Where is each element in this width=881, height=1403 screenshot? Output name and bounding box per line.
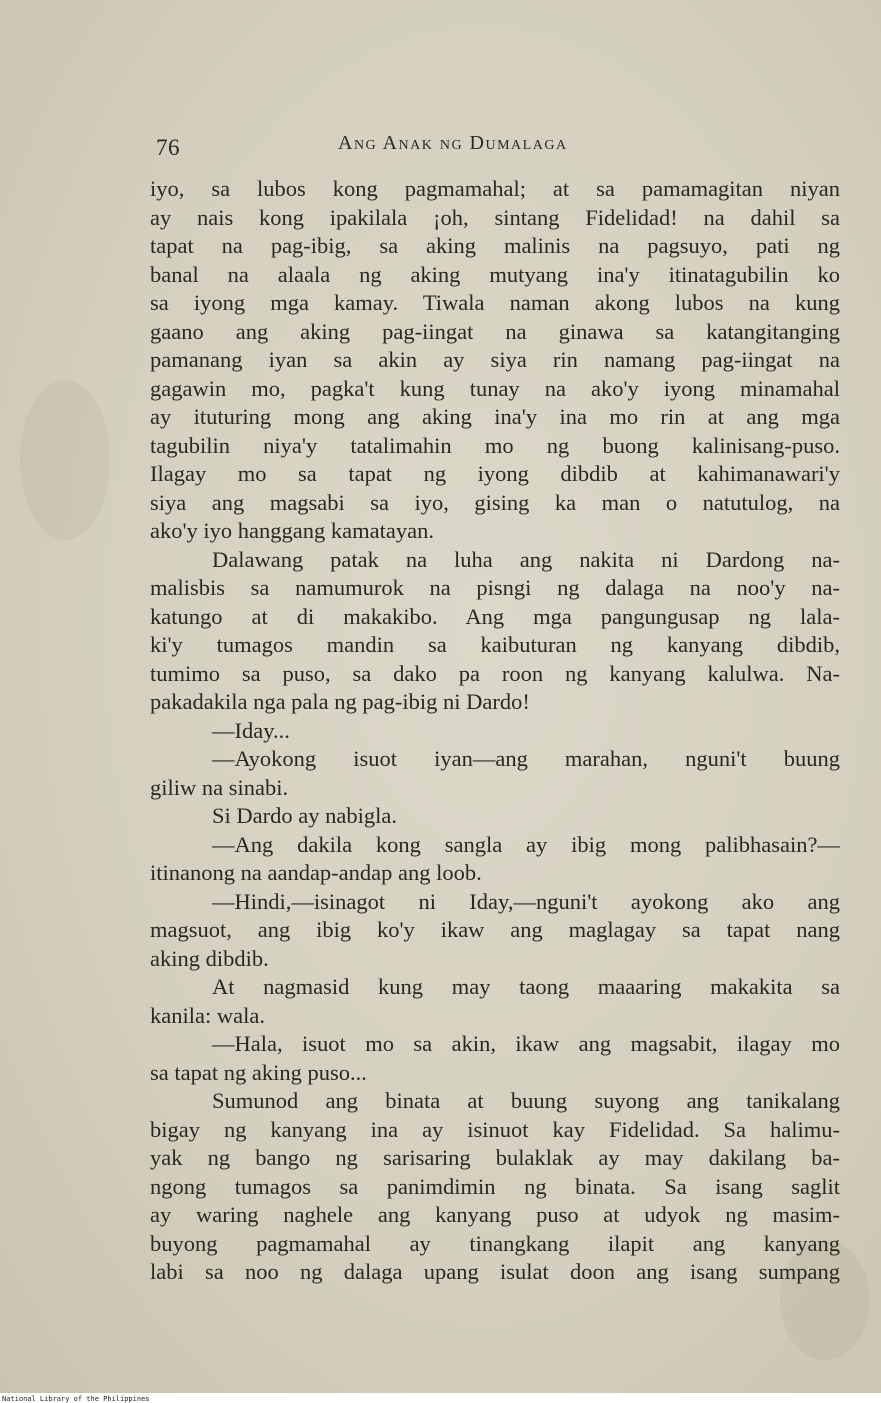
text-line: ngong tumagos sa panimdimin ng binata. Sa isang saglit [150, 1173, 840, 1199]
text-line: At nagmasid kung may taong maaaring makakita sa [212, 974, 840, 999]
text-line: giliw na sinabi. [150, 774, 289, 800]
body-text [150, 175, 840, 1287]
text-line: magsuot, ang ibig ko'y ikaw ang maglagay sa tapat nang [150, 917, 840, 942]
text-line: siya ang magsabi sa iyo, gising ka man o natutulog, na [150, 489, 840, 515]
text-line: sa iyong mga kamay. Tiwala naman akong lubos na kung [150, 290, 840, 315]
text-line: ay ituturing mong ang aking ina'y ina mo rin at ang mga [150, 404, 840, 429]
text-line: gaano ang aking pag-iingat na ginawa sa katangitanging [150, 318, 840, 344]
text-line: iyo, sa lubos kong pagmamahal; at sa pamamagitan niyan [150, 176, 840, 201]
running-head-title: Ang Anak ng Dumalaga [338, 132, 568, 154]
text-line: pakadakila nga pala ng pag-ibig ni Dardo! [150, 689, 530, 714]
text-line: buyong pagmamahal ay tinangkang ilapit ang kanyang [150, 1230, 840, 1256]
text-line: tagubilin niya'y tatalimahin mo ng buong kalinisang-puso. [150, 432, 840, 458]
text-line: Si Dardo ay nabigla. [212, 803, 397, 828]
text-line: banal na alaala ng aking mutyang ina'y itinatagubilin ko [150, 261, 840, 287]
text-line: —Hindi,—isinagot ni Iday,—nguni't ayokong ako ang [212, 888, 840, 914]
text-line: itinanong na aandap-andap ang loob. [150, 860, 482, 885]
text-line: Ilagay mo sa tapat ng iyong dibdib at kahimanawari'y [150, 461, 840, 486]
text-line: ay nais kong ipakilala ¡oh, sintang Fidelidad! na dahil sa [150, 204, 840, 230]
text-line: —Hala, isuot mo sa akin, ikaw ang magsabit, ilagay mo [212, 1031, 840, 1056]
text-line: pamanang iyan sa akin ay siya rin namang pag-iingat na [150, 347, 840, 372]
text-line: malisbis sa namumurok na pisngi ng dalaga na noo'y na- [150, 575, 840, 600]
text-line: ako'y iyo hanggang kamatayan. [150, 518, 434, 543]
text-line: sa tapat ng aking puso... [150, 1059, 367, 1085]
text-line: katungo at di makakibo. Ang mga pangungusap ng lala- [150, 603, 840, 629]
text-line: —Iday... [212, 717, 290, 743]
text-line: labi sa noo ng dalaga upang isulat doon ang isang sumpang [150, 1259, 840, 1284]
text-line: —Ayokong isuot iyan—ang marahan, nguni't buung [212, 746, 840, 771]
text-line: —Ang dakila kong sangla ay ibig mong palibhasain?— [212, 831, 840, 857]
text-line: bigay ng kanyang ina ay isinuot kay Fidelidad. Sa halimu- [150, 1116, 840, 1142]
text-line: kanila: wala. [150, 1002, 265, 1028]
text-line: Sumunod ang binata at buung suyong ang tanikalang [212, 1088, 840, 1113]
text-line: ki'y tumagos mandin sa kaibuturan ng kanyang dibdib, [150, 632, 840, 657]
text-line: gagawin mo, pagka't kung tunay na ako'y iyong minamahal [150, 375, 840, 401]
page-number: 76 [156, 135, 180, 160]
text-line: tapat na pag-ibig, sa aking malinis na pagsuyo, pati ng [150, 233, 840, 258]
text-line: Dalawang patak na luha ang nakita ni Dardong na- [212, 546, 840, 572]
text-line: ay waring naghele ang kanyang puso at udyok ng masim- [150, 1202, 840, 1227]
text-line: aking dibdib. [150, 945, 269, 971]
text-line: yak ng bango ng sarisaring bulaklak ay may dakilang ba- [150, 1145, 840, 1170]
library-credit: National Library of the Philippines [2, 1395, 150, 1403]
text-line: tumimo sa puso, sa dako pa roon ng kanyang kalulwa. Na- [150, 660, 840, 686]
paper-stain [20, 380, 110, 540]
